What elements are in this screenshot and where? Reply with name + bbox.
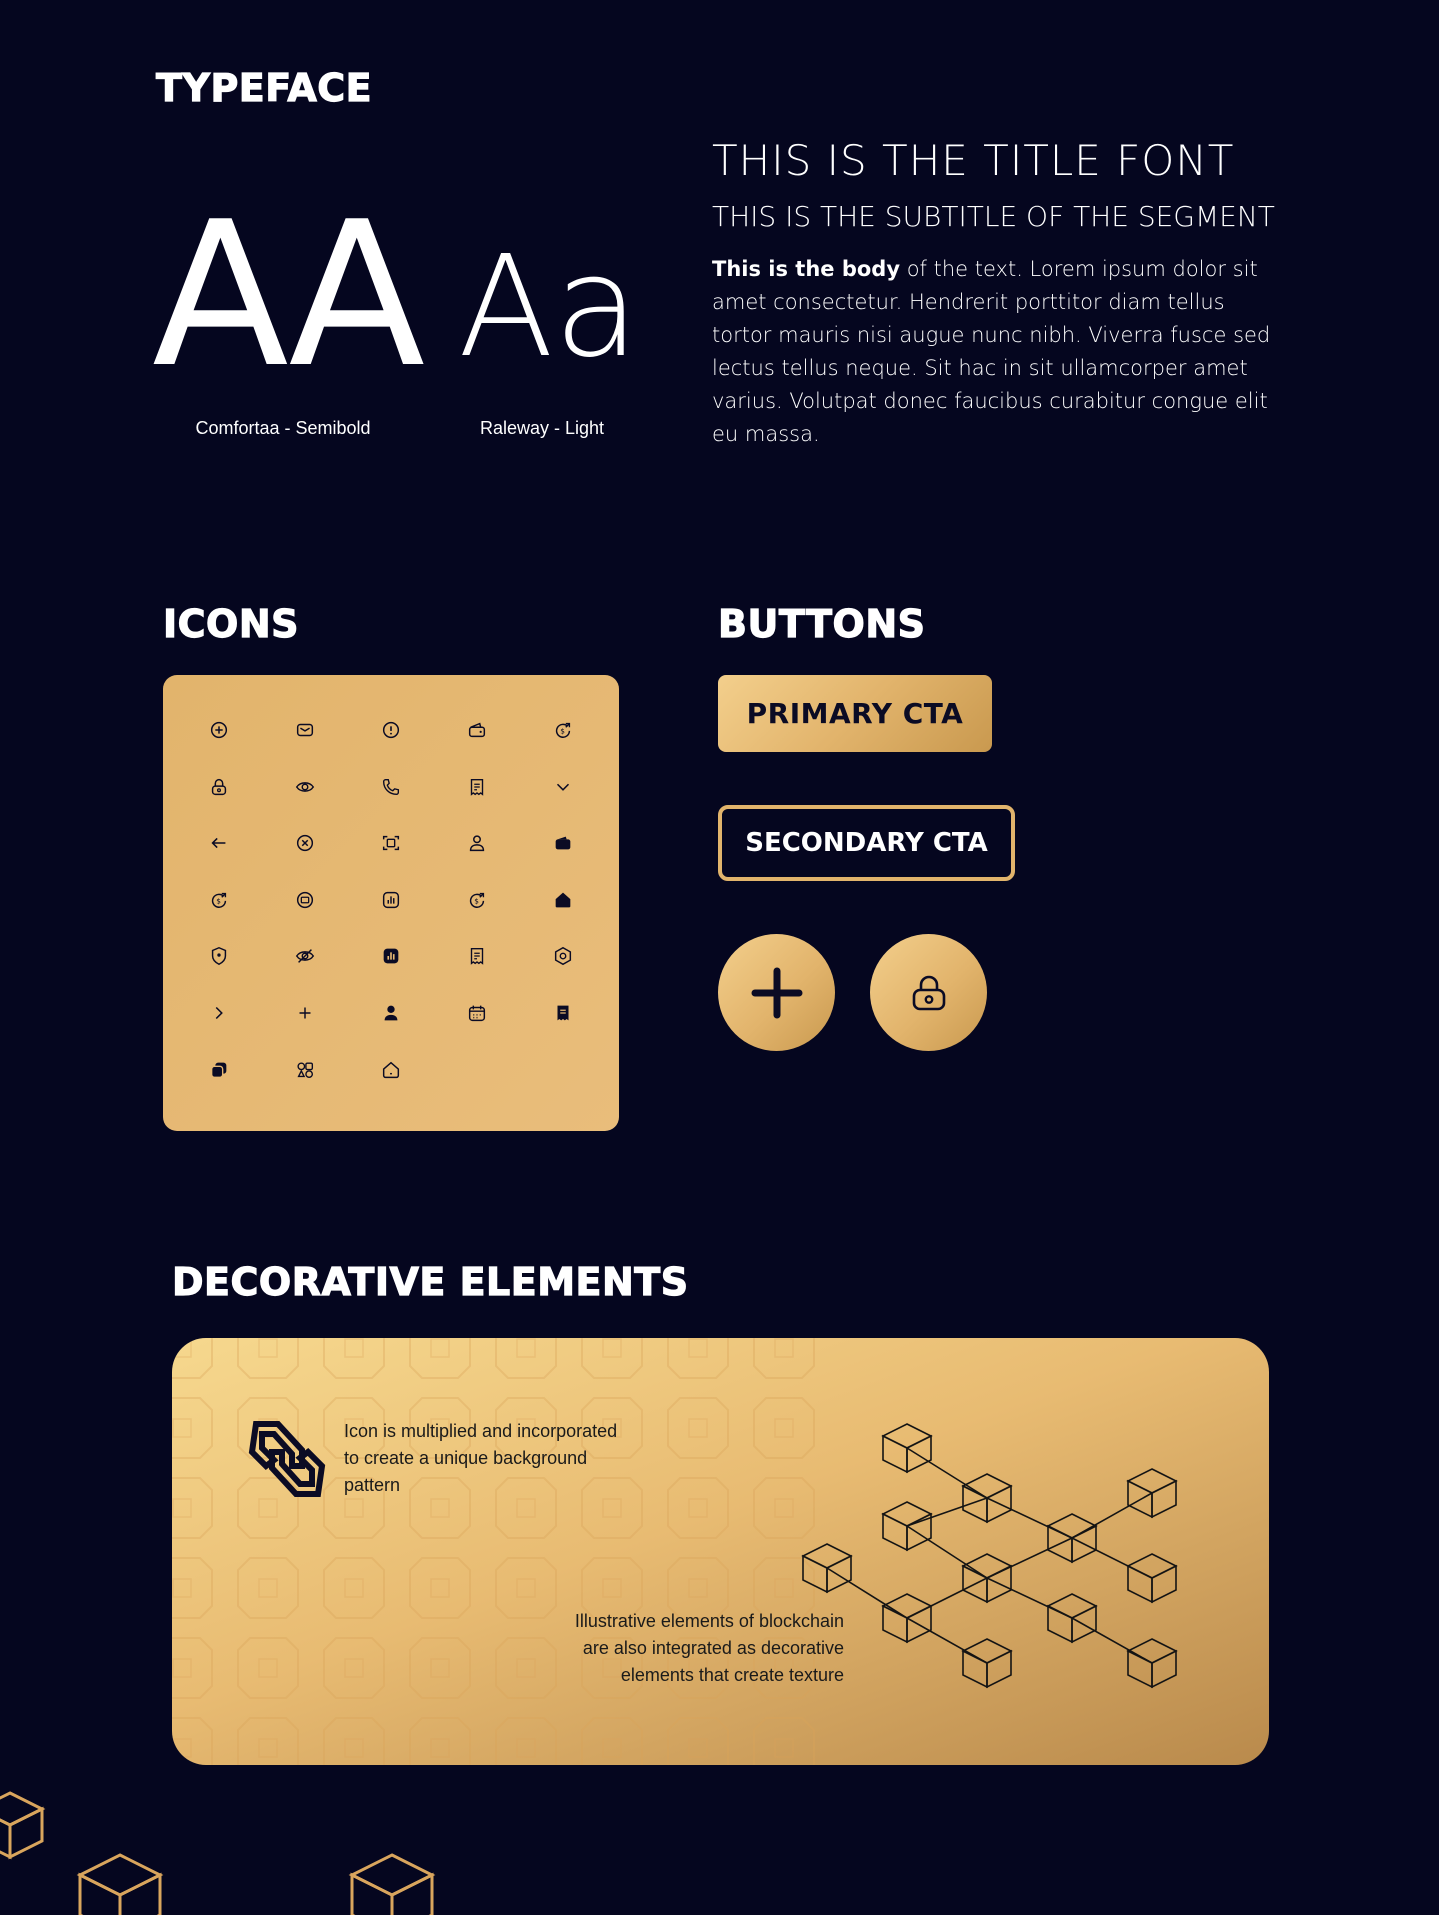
primary-cta-button[interactable]: PRIMARY CTA — [718, 675, 992, 752]
coin-arrow-icon — [464, 887, 490, 913]
arrow-left-icon — [206, 830, 232, 856]
blockchain-cubes-icon — [792, 1388, 1212, 1708]
receipt-icon — [464, 943, 490, 969]
phone-icon — [378, 774, 404, 800]
pattern-description: Icon is multiplied and incorporated to create a unique background pattern — [344, 1421, 618, 1495]
home-icon — [378, 1057, 404, 1083]
section-title-typeface: TYPEFACE — [156, 66, 373, 110]
body-font-example — [712, 253, 1272, 451]
receipt-icon — [464, 774, 490, 800]
hexagon-icon — [550, 943, 576, 969]
title-font-example: THIS IS THE TITLE FONT — [712, 136, 1235, 185]
chart-filled-icon — [378, 943, 404, 969]
user-filled-icon — [378, 1000, 404, 1026]
svg-text:$: $ — [474, 896, 479, 906]
illustration-description: Illustrative elements of blockchain are also integrated as decorative elements that create texture — [574, 1611, 844, 1685]
wallet-icon — [464, 717, 490, 743]
coin-arrow-icon — [206, 887, 232, 913]
coin-arrow-icon — [550, 717, 576, 743]
coins-icon — [292, 887, 318, 913]
receipt-filled-icon — [550, 1000, 576, 1026]
body-bold-text: This is the body — [712, 257, 901, 281]
body-font-caption: Raleway - Light — [479, 418, 605, 438]
body-rest-text: of the text. Lorem ipsum dolor sit amet consectetur. Hendrerit porttitor diam tellus tortor mauris nisi augue nunc nibh. Viverra fusce sed lectus tellus neque. Sit hac in sit ullamcorper amet varius. Volutpat donec faucibus curabitur congue elit eu massa. — [712, 257, 1271, 446]
chevron-right-icon — [206, 1000, 232, 1026]
add-circle-button[interactable] — [718, 934, 835, 1051]
shield-icon — [206, 943, 232, 969]
plus-circle-icon — [206, 717, 232, 743]
chain-link-icon — [242, 1414, 332, 1504]
lock-icon — [909, 973, 949, 1013]
section-title-icons: ICONS — [163, 602, 300, 646]
lock-icon — [206, 774, 232, 800]
wallet-filled-icon — [550, 830, 576, 856]
calendar-icon — [464, 1000, 490, 1026]
eye-off-icon — [292, 943, 318, 969]
svg-text:$: $ — [216, 896, 221, 906]
lock-circle-button[interactable] — [870, 934, 987, 1051]
secondary-cta-button[interactable]: SECONDARY CTA — [718, 805, 1015, 881]
title-font-sample: AA — [152, 179, 420, 412]
icon-grid-panel — [163, 675, 619, 1131]
title-font-caption: Comfortaa - Semibold — [195, 418, 371, 438]
home-filled-icon — [550, 887, 576, 913]
copy-filled-icon — [206, 1057, 232, 1083]
chart-icon — [378, 887, 404, 913]
eye-icon — [292, 774, 318, 800]
body-font-sample: Aa — [458, 226, 640, 389]
mail-icon — [292, 717, 318, 743]
shapes-icon — [292, 1057, 318, 1083]
scan-icon — [378, 830, 404, 856]
subtitle-font-example: THIS IS THE SUBTITLE OF THE SEGMENT — [712, 200, 1275, 233]
corner-cubes-decoration — [0, 1775, 460, 1915]
plus-icon — [749, 965, 805, 1021]
section-title-decorative: DECORATIVE ELEMENTS — [172, 1260, 689, 1304]
svg-text:$: $ — [560, 726, 565, 736]
plus-icon — [292, 1000, 318, 1026]
alert-circle-icon — [378, 717, 404, 743]
chevron-down-icon — [550, 774, 576, 800]
decorative-panel — [172, 1338, 1269, 1765]
user-icon — [464, 830, 490, 856]
close-circle-icon — [292, 830, 318, 856]
section-title-buttons: BUTTONS — [718, 602, 926, 646]
